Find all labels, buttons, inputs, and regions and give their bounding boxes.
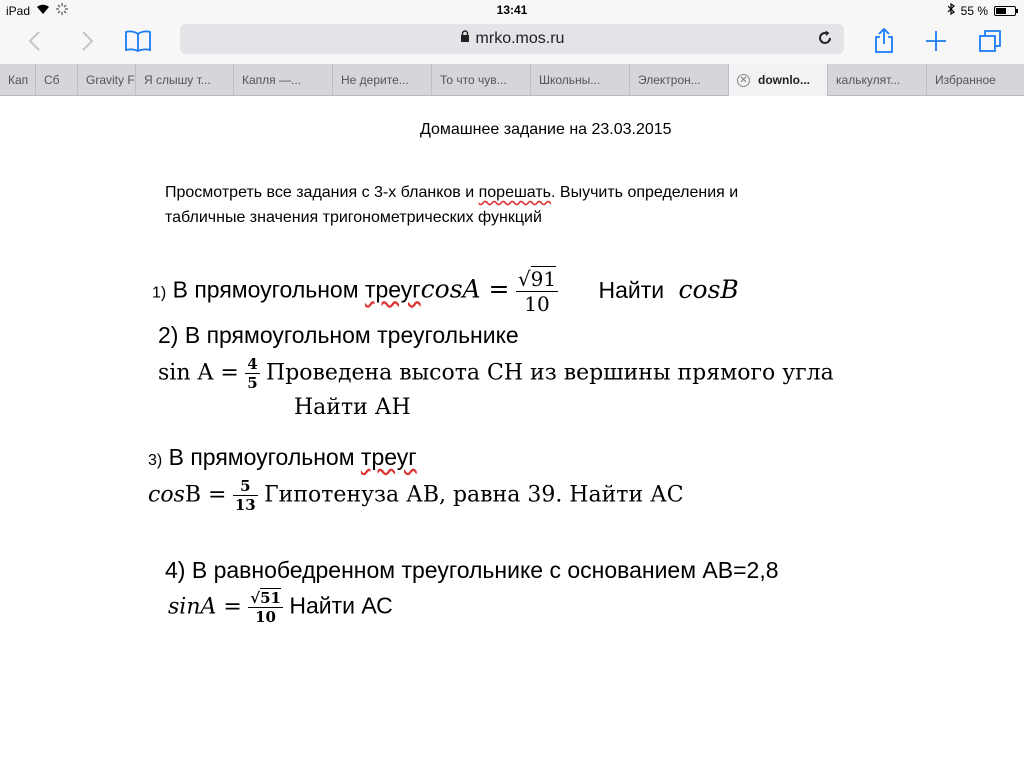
tab[interactable]: Школьны... xyxy=(531,64,630,96)
tab[interactable]: калькулят... xyxy=(828,64,927,96)
fraction: $\frac{5}{13}$ xyxy=(234,477,256,514)
share-button[interactable] xyxy=(866,24,902,58)
clock: 13:41 xyxy=(496,3,528,17)
bookmarks-button[interactable] xyxy=(120,24,156,58)
fraction: $\frac{√51}{10}$ xyxy=(250,589,281,626)
tab[interactable]: Gravity F xyxy=(78,64,136,96)
task-1: 1) В прямоугольном треугcosA = $\frac{√91}{10}$ Найти cosB xyxy=(152,267,739,316)
new-tab-button[interactable] xyxy=(918,24,954,58)
tab[interactable]: Кап xyxy=(0,64,36,96)
tab[interactable]: Электрон... xyxy=(630,64,729,96)
fraction: $\frac{√91}{10}$ xyxy=(517,267,557,316)
status-bar xyxy=(0,0,1024,20)
task-4-line-1: 4) В равнобедренном треугольнике с основанием АВ=2,8 xyxy=(165,557,779,583)
book-icon xyxy=(124,30,152,52)
reload-icon[interactable] xyxy=(816,29,836,49)
document-page xyxy=(0,97,1024,768)
address-bar[interactable] xyxy=(180,24,844,54)
task-4-line-2: sinA = $\frac{√51}{10}$ Найти АС xyxy=(168,589,393,626)
page-title: Домашнее задание на 23.03.2015 xyxy=(420,121,672,138)
tab-bar xyxy=(0,64,1024,96)
task-2-find: Найти АН xyxy=(294,395,411,420)
plus-icon xyxy=(925,30,947,52)
tab[interactable]: Не дерите... xyxy=(333,64,432,96)
fraction: $\frac{4}{5}$ xyxy=(247,355,258,392)
forward-button[interactable] xyxy=(70,24,106,58)
task-3-line-1: 3) В прямоугольном треуг xyxy=(148,444,417,470)
status-right xyxy=(947,3,1016,18)
url-text: mrko.mos.ru xyxy=(475,30,565,47)
lock-icon xyxy=(460,30,470,48)
intro-line-2: табличные значения тригонометрических функций xyxy=(165,209,542,226)
back-button[interactable] xyxy=(16,24,52,58)
intro-line-1: Просмотреть все задания с 3-х бланков и порешать. Выучить определения и xyxy=(165,184,739,201)
tab-active[interactable]: ✕ downlo... xyxy=(729,64,828,96)
tabs-icon xyxy=(978,29,1002,53)
tab[interactable]: То что чув... xyxy=(432,64,531,96)
battery-percent: 55 % xyxy=(960,3,988,18)
tab[interactable]: Капля —... xyxy=(234,64,333,96)
chevron-left-icon xyxy=(27,30,41,52)
device-label: iPad xyxy=(6,3,31,18)
tab[interactable]: Я слышу т... xyxy=(136,64,234,96)
tab-favorites[interactable]: Избранное xyxy=(935,73,996,87)
chevron-right-icon xyxy=(81,30,95,52)
tabs-overview-button[interactable] xyxy=(972,24,1008,58)
task-2-line-1: 2) В прямоугольном треугольнике xyxy=(158,322,519,348)
task-2-line-2: sin A = $\frac{4}{5}$ Проведена высота СН из вершины прямого угла xyxy=(158,355,834,392)
battery-icon xyxy=(994,6,1016,16)
browser-toolbar xyxy=(0,20,1024,64)
bluetooth-icon xyxy=(947,3,955,18)
close-tab-icon[interactable]: ✕ xyxy=(737,74,750,87)
share-icon xyxy=(873,28,895,54)
task-3-line-2: cosB = $\frac{5}{13}$ Гипотенуза АВ, равна 39. Найти АС xyxy=(148,477,684,514)
tab[interactable]: Сб xyxy=(36,64,78,96)
